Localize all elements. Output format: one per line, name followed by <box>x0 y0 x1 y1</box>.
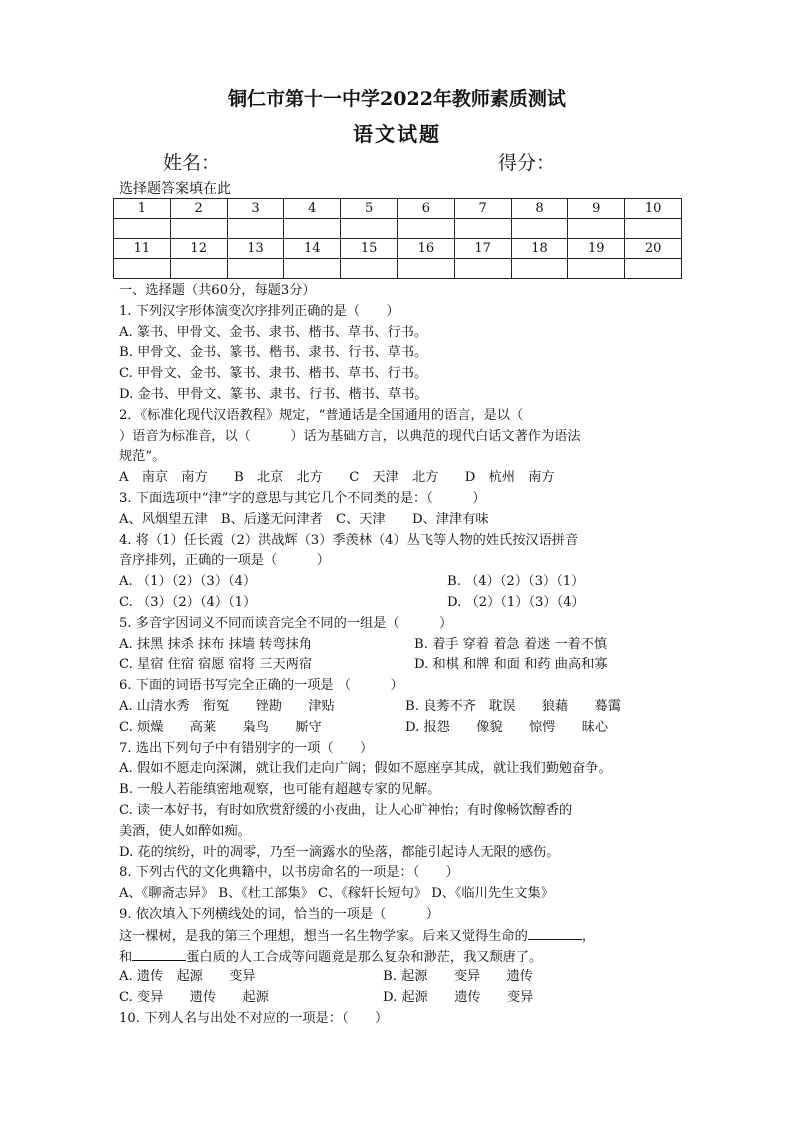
answer-cell[interactable] <box>227 259 284 279</box>
section-heading: 一、选择题（共60分，每题3分） <box>119 283 316 298</box>
option: C. 烦燥 高莱 枭鸟 厮守 <box>119 719 322 735</box>
question-stem: 4. 将（1）任长霞（2）洪战辉（3）季羡林（4）丛飞等人物的姓氏按汉语拼音 <box>119 532 579 548</box>
option: A. 篆书、甲骨文、金书、隶书、楷书、草书、行书。 <box>119 324 428 340</box>
question-stem: 3. 下面选项中“津”字的意思与其它几个不同类的是：（ ） <box>119 490 486 506</box>
school-title: 铜仁市第十一中学2022年教师素质测试 <box>228 88 566 110</box>
answer-cell[interactable] <box>284 259 341 279</box>
question-stem: 6. 下面的词语书写完全正确的一项是 （ ） <box>119 678 404 694</box>
answer-number: 5 <box>341 199 398 219</box>
option-row <box>119 572 689 593</box>
answer-number: 4 <box>284 199 341 219</box>
answer-cell[interactable] <box>170 219 227 239</box>
answer-number: 17 <box>454 239 511 259</box>
option: C. 变异 遗传 起源 <box>119 990 269 1006</box>
option-row <box>119 655 689 676</box>
answer-number: 18 <box>511 239 568 259</box>
answer-cell[interactable] <box>114 259 171 279</box>
option: A. 抹黑 抹杀 抹布 抹墙 转弯抹角 <box>119 636 312 652</box>
option: C. 读一本好书，有时如欣赏舒缓的小夜曲，让人心旷神怡；有时像畅饮醇香的 <box>119 802 573 818</box>
option: 美酒，使人如醉如痴。 <box>119 823 251 839</box>
answer-cell[interactable] <box>341 259 398 279</box>
question-stem: 1. 下列汉字形体演变次序排列正确的是（ ） <box>119 303 400 319</box>
passage-text: 和 <box>119 949 133 965</box>
answer-grid-blank-row <box>114 219 682 239</box>
answer-cell[interactable] <box>511 259 568 279</box>
answer-cell[interactable] <box>568 259 625 279</box>
answer-number: 15 <box>341 239 398 259</box>
answer-cell[interactable] <box>114 219 171 239</box>
answer-number: 6 <box>397 199 454 219</box>
answer-grid-note: 选择题答案填在此 <box>119 181 231 197</box>
passage <box>119 926 689 947</box>
answer-cell[interactable] <box>511 219 568 239</box>
option: C. 星宿 住宿 宿愿 宿将 三天两宿 <box>119 657 313 673</box>
option-row <box>119 697 689 718</box>
answer-number: 16 <box>397 239 454 259</box>
score-label: 得分： <box>498 152 556 174</box>
answer-cell[interactable] <box>170 259 227 279</box>
answer-cell[interactable] <box>568 219 625 239</box>
option: D. 金书、甲骨文、篆书、隶书、行书、楷书、草书。 <box>119 386 428 402</box>
answer-cell[interactable] <box>625 219 682 239</box>
answer-number: 13 <box>227 239 284 259</box>
option-row: A、《聊斋志异》 B、《杜工部集》 C、《稼轩长短句》 D、《临川先生文集》 <box>119 886 554 902</box>
answer-number: 7 <box>454 199 511 219</box>
answer-cell[interactable] <box>341 219 398 239</box>
option-row <box>119 988 689 1009</box>
option: B. 起源 变异 遗传 <box>383 969 533 985</box>
option-row: A 南京 南方 B 北京 北方 C 天津 北方 D 杭州 南方 <box>119 470 555 486</box>
option: D. 花的缤纷，叶的凋零，乃至一滴露水的坠落，都能引起诗人无限的感伤。 <box>119 844 560 860</box>
question-stem: 10. 下列人名与出处不对应的一项是：（ ） <box>119 1010 389 1026</box>
question-stem: 7. 选出下列句子中有错别字的一项（ ） <box>119 740 374 756</box>
answer-cell[interactable] <box>625 259 682 279</box>
answer-number: 8 <box>511 199 568 219</box>
option: B. 良莠不齐 耽误 狼藉 蓦霭 <box>405 698 621 714</box>
question-stem: 音序排列，正确的一项是（ ） <box>119 553 330 569</box>
subject-title: 语文试题 <box>353 122 441 146</box>
option: B. 甲骨文、金书、篆书、楷书、隶书、行书、草书。 <box>119 345 428 361</box>
passage-text: 蛋白质的人工合成等问题竟是那么复杂和渺茫，我又颓唐了。 <box>186 949 543 965</box>
option-row <box>119 967 689 988</box>
passage-text: 这一棵树，是我的第三个理想，想当一名生物学家。后来又觉得生命的 <box>119 928 528 944</box>
option: B. 着手 穿着 着急 着迷 一着不慎 <box>414 636 608 652</box>
option-row: A、风烟望五津 B、后遂无问津者 C、天津 D、津津有味 <box>119 511 489 527</box>
passage-text: ， <box>581 928 595 944</box>
option: D. 报怨 像貌 惊愕 昧心 <box>405 719 609 735</box>
answer-number: 12 <box>170 239 227 259</box>
answer-grid-header-row <box>114 199 682 219</box>
question-stem: 5. 多音字因词义不同而读音完全不同的一组是（ ） <box>119 615 453 631</box>
question-body <box>119 281 689 1030</box>
answer-cell[interactable] <box>397 259 454 279</box>
answer-cell[interactable] <box>227 219 284 239</box>
answer-number: 9 <box>568 199 625 219</box>
question-stem: 9. 依次填入下列横线处的词，恰当的一项是（ ） <box>119 906 440 922</box>
option-row <box>119 593 689 614</box>
answer-grid <box>113 198 682 279</box>
question-stem: 规范”。 <box>119 449 166 465</box>
answer-number: 3 <box>227 199 284 219</box>
option: D. （2）（1）（3）（4） <box>447 594 585 610</box>
answer-cell[interactable] <box>284 219 341 239</box>
answer-number: 10 <box>625 199 682 219</box>
answer-grid-header-row <box>114 239 682 259</box>
answer-grid-blank-row <box>114 259 682 279</box>
option: A. 山清水秀 衔冤 锉勘 津贴 <box>119 698 335 714</box>
answer-number: 14 <box>284 239 341 259</box>
option: A. 假如不愿走向深渊，就让我们走向广阔；假如不愿座享其成，就让我们勤勉奋争。 <box>119 761 612 777</box>
answer-cell[interactable] <box>397 219 454 239</box>
answer-number: 11 <box>114 239 171 259</box>
option-row <box>119 718 689 739</box>
answer-number: 19 <box>568 239 625 259</box>
answer-cell[interactable] <box>454 219 511 239</box>
option: A. （1）（2）（3）（4） <box>119 574 257 590</box>
option: B. 一般人若能缜密地观察，也可能有超越专家的见解。 <box>119 782 441 798</box>
option-row <box>119 635 689 656</box>
option: D. 和棋 和牌 和面 和药 曲高和寡 <box>414 657 608 673</box>
answer-number: 2 <box>170 199 227 219</box>
question-stem: 8. 下列古代的文化典籍中，以书房命名的一项是：（ ） <box>119 865 459 881</box>
passage <box>119 947 689 968</box>
answer-cell[interactable] <box>454 259 511 279</box>
question-stem: ）语音为标准音，以（ ）话为基础方言，以典范的现代白话文著作为语法 <box>119 428 581 444</box>
fill-blank[interactable] <box>528 926 582 940</box>
option: C. （3）（2）（4）（1） <box>119 594 257 610</box>
question-stem: 2．《标准化现代汉语教程》规定，“普通话是全国通用的语言，是以（ <box>119 407 524 423</box>
answer-number: 20 <box>625 239 682 259</box>
option: C. 甲骨文、金书、篆书、隶书、楷书、草书、行书。 <box>119 366 428 382</box>
option: D. 起源 遗传 变异 <box>383 990 534 1006</box>
name-label: 姓名： <box>163 152 221 174</box>
fill-blank[interactable] <box>132 947 186 961</box>
option: A. 遗传 起源 变异 <box>119 969 256 985</box>
answer-number: 1 <box>114 199 171 219</box>
option: B. （4）（2）（3）（1） <box>447 574 585 590</box>
